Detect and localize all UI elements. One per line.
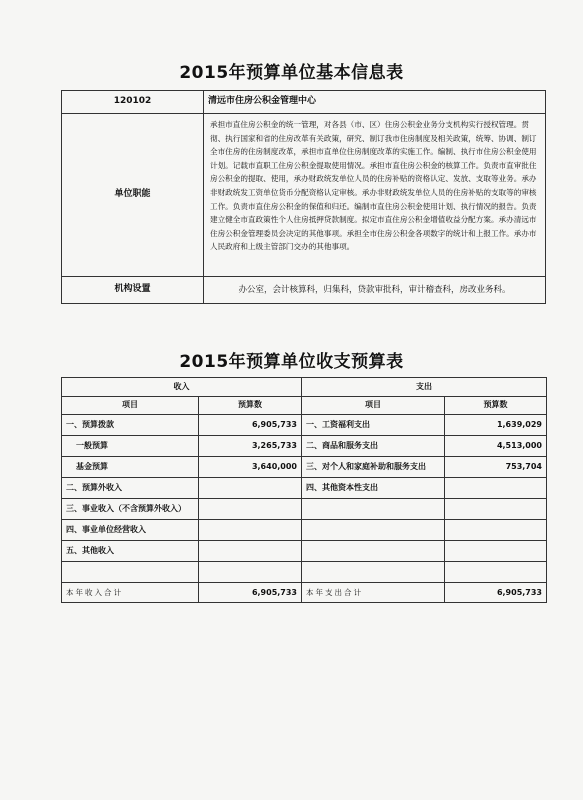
expense-item: 二、商品和服务支出 [302, 436, 445, 457]
empty-cell [302, 562, 445, 583]
budget-table-title: 2015年预算单位收支预算表 [179, 352, 404, 372]
dept-text: 办公室，会计核算科，归集科，贷款审批科，审计稽查科，房改业务科。 [204, 277, 546, 304]
income-amount: 3,640,000 [199, 457, 302, 478]
income-amount [199, 520, 302, 541]
table-row [62, 520, 547, 541]
income-item: 三、事业收入（不含预算外收入） [62, 499, 199, 520]
duty-label: 单位职能 [62, 114, 204, 277]
income-amount: 6,905,733 [199, 415, 302, 436]
income-item: 一般预算 [62, 436, 199, 457]
table-row [62, 457, 547, 478]
expense-amount [445, 541, 547, 562]
expense-item [302, 541, 445, 562]
expense-amount [445, 520, 547, 541]
table-row [62, 415, 547, 436]
table-row [62, 478, 547, 499]
info-table-title: 2015年预算单位基本信息表 [179, 63, 404, 83]
unit-row [62, 91, 546, 114]
table-row [62, 436, 547, 457]
table-row [62, 541, 547, 562]
expense-item [302, 499, 445, 520]
table-row-empty [62, 562, 547, 583]
expense-amount [445, 499, 547, 520]
income-header: 收入 [62, 378, 302, 397]
income-total-label: 本年收入合计 [62, 583, 199, 603]
income-total: 6,905,733 [199, 583, 302, 603]
expense-header: 支出 [302, 378, 547, 397]
expense-amount: 4,513,000 [445, 436, 547, 457]
expense-amount: 753,704 [445, 457, 547, 478]
expense-amount: 1,639,029 [445, 415, 547, 436]
expense-item: 四、其他资本性支出 [302, 478, 445, 499]
expense-total-label: 本年支出合计 [302, 583, 445, 603]
column-header-row [62, 396, 547, 415]
expense-amount-header: 预算数 [445, 396, 547, 415]
income-amount [199, 478, 302, 499]
income-item: 一、预算拨款 [62, 415, 199, 436]
empty-cell [445, 562, 547, 583]
expense-item-header: 项目 [302, 396, 445, 415]
income-item: 五、其他收入 [62, 541, 199, 562]
basic-info-table [61, 90, 546, 304]
income-amount-header: 预算数 [199, 396, 302, 415]
unit-code: 120102 [62, 91, 204, 114]
unit-name: 清远市住房公积金管理中心 [204, 91, 546, 114]
total-row [62, 583, 547, 603]
income-item: 二、预算外收入 [62, 478, 199, 499]
empty-cell [62, 562, 199, 583]
section-header-row [62, 378, 547, 397]
income-amount [199, 541, 302, 562]
dept-row [62, 277, 546, 304]
dept-label: 机构设置 [62, 277, 204, 304]
expense-total: 6,905,733 [445, 583, 547, 603]
income-amount: 3,265,733 [199, 436, 302, 457]
expense-item: 三、对个人和家庭补助和服务支出 [302, 457, 445, 478]
expense-amount [445, 478, 547, 499]
expense-item [302, 520, 445, 541]
income-amount [199, 499, 302, 520]
table-row [62, 499, 547, 520]
income-item: 四、事业单位经营收入 [62, 520, 199, 541]
expense-item: 一、工资福利支出 [302, 415, 445, 436]
income-item-header: 项目 [62, 396, 199, 415]
income-item: 基金预算 [62, 457, 199, 478]
empty-cell [199, 562, 302, 583]
duty-row [62, 114, 546, 277]
duty-text: 承担市直住房公积金的统一管理，对各县（市、区）住房公积金业务分支机构实行授权管理。贯彻、执行国家和省的住房改革有关政策，研究、制订我市住房制度及相关政策，统筹、协调、制订全市住房的住房制度改革，承担市直单位住房制度改革的实施工作。编制、执行市住房公积金使用计划。记载市直职工住房公积金提取使用情况。承担市直住房公积金的核算工作。负责市直审批住房公积金的提取、使用，承办财政统发单位人员的住房补贴的资格认定、发放、支取等业务。承办非财政统发工资单位货币分配资格认定审核。承办非财政统发单位人员的住房补贴的支取等的审核工作。负责市直住房公积金的保值和归还。编制市直住房公积金使用计划、执行情况的报告。负责建立健全市直政策性个人住房抵押贷款制度。拟定市直住房公积金增值收益分配方案。承办清远市住房公积金管理委员会决定的其他事项。承担全市住房公积金各项数字的统计和上报工作。承办市人民政府和上级主管部门交办的其他事项。 [204, 114, 546, 277]
budget-table [61, 377, 547, 603]
